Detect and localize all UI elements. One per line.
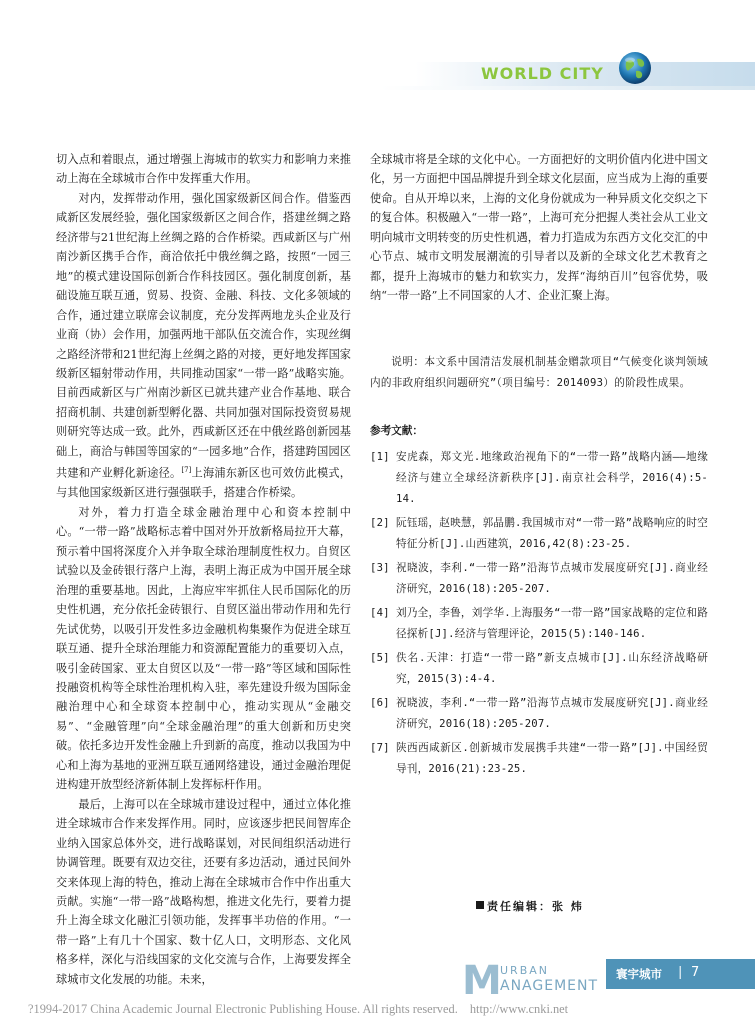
world-city-title: WORLD CITY	[481, 64, 604, 83]
copyright-line	[28, 1002, 568, 1017]
reference-text: 阮钰瑶，赵映慧，郭晶鹏.我国城市对“一带一路”战略响应的时空特征分析[J].山西建筑，2016,42(8):23-25.	[396, 517, 708, 551]
reference-number: [5]	[370, 652, 390, 665]
paragraph-text: 对内，发挥带动作用，强化国家级新区间合作。借鉴西咸新区发展经验，强化国家级新区之间合作，搭建丝绸之路经济带与21世纪海上丝绸之路的合作桥梁。西咸新区与广州南沙新区携手合作，商洽依托中俄丝绸之路，按照“一园三地”的模式建设国际创新合作科技园区。强化制度创新，基础设施互联互通，贸易、投资、金融、科技、文化多领域的合作，通过建立联席会议制度，充分发挥两地龙头企业及行业商（协）会作用，加强两地干部队伍交流合作，实现丝绸之路经济带和21世纪海上丝绸之路的对接，更好地发挥国家级新区辐射带动作用，共同推动国家“一带一路”战略实施。目前西咸新区与广州南沙新区已就共建产业合作基地、联合招商机制、共建创新型孵化器、共同加强对国际投资贸易规则研究等达成一致。此外，西咸新区还在中俄丝路创新园基础上，商洽与韩国等国家的“一园多地”合作，搭建跨国园区共建和产业孵化新途径。	[56, 191, 351, 480]
left-column	[56, 150, 351, 989]
reference-item	[370, 513, 708, 555]
square-bullet-icon	[476, 901, 484, 909]
logo-management: ANAGEMENT	[500, 978, 599, 994]
logo-letter-m: M	[462, 958, 501, 1004]
logo-urban: URBAN	[500, 964, 549, 977]
paragraph: 最后，上海可以在全球城市建设过程中，通过立体化推进全球城市合作来发挥作用。同时，应该逐步把民间智库企业纳入国家总体外交，进行战略谋划，对民间组织活动进行协调管理。既要有双边交往，还要有多边活动，通过民间外交来体现上海的特色，推动上海在全球城市合作中作出重大贡献。实施“一带一路”战略构想，推进文化先行，要着力提升上海全球文化融汇引领功能，发挥事半功倍的作用。“一带一路”上有几十个国家、数十亿人口，文明形态、文化风格多样，深化与沿线国家的文化交流与合作，上海要发挥全球城市文化发展的功能。未来，	[56, 797, 351, 986]
paragraph: 切入点和着眼点，通过增强上海城市的软实力和影响力来推动上海在全球城市合作中发挥重大作用。	[56, 153, 351, 186]
reference-item	[370, 738, 708, 780]
reference-item	[370, 558, 708, 600]
reference-text: 安虎森，郑文光.地缘政治视角下的“一带一路”战略内涵——地缘经济与建立全球经济新秩序[J].南京社会科学，2016(4):5-14.	[396, 451, 708, 506]
page-number: 7	[691, 965, 700, 980]
reference-number: [3]	[370, 562, 390, 575]
footer-separator: |	[678, 965, 683, 980]
globe-icon	[617, 50, 653, 86]
reference-text: 祝晓波，李利.“一带一路”沿海节点城市发展度研究[J].商业经济研究，2016(18):205-207.	[396, 697, 708, 731]
reference-number: [6]	[370, 697, 390, 710]
header-band-shadow	[380, 86, 755, 90]
reference-item	[370, 693, 708, 735]
reference-text: 祝晓波，李利.“一带一路”沿海节点城市发展度研究[J].商业经济研究，2016(18):205-207.	[396, 562, 708, 596]
responsible-editor	[476, 898, 584, 914]
references-title: 参考文献：	[370, 424, 423, 437]
reference-number: [4]	[370, 607, 390, 620]
paragraph: 对外，着力打造全球金融治理中心和资本控制中心。“一带一路”战略标志着中国对外开放新格局拉开大幕，预示着中国将深度介入并争取全球治理制度性权力。自贸区试验以及金砖银行落户上海，表明上海正成为中国开展全球治理的重要基地。因此，上海应牢牢抓住人民币国际化的历史性机遇，充分依托金砖银行、自贸区溢出带动作用和先行先试优势，以吸引开发性多边金融机构集聚作为促进全球互联互通、提升全球治理能力和资源配置能力的重要切入点，吸引金砖国家、亚太自贸区以及“一带一路”等区域和国际性投融资机构等全球性治理机构入驻，率先建设升级为国际金融治理中心和全球资本控制中心，推动实现从“金融交易”、“金融管理”向“全球金融治理”的重大创新和历史突破。依托多边开发性金融上升到新的高度，推动以我国为中心和上海为基地的亚洲互联互通网络建设，通过金融治理促进构建开放型经济新体制上发挥标杆作用。	[56, 505, 351, 792]
paragraph: 全球城市将是全球的文化中心。一方面把好的文明价值内化进中国文化，另一方面把中国品牌提升到全球文化层面，应当成为上海的重要使命。自从开埠以来，上海的文化身份就成为一种异质文化交织之下的复合体。积极融入“一带一路”，上海可充分把握人类社会从工业文明向城市文明转变的历史性机遇，着力打造成为东西方文化交汇的中心节点、城市文明发展潮流的引导者以及新的全球文化艺术教育之都，提升上海城市的魅力和软实力，发挥“海纳百川”包容优势，吸纳“一带一路”上不同国家的人才、企业汇聚上海。	[370, 153, 708, 303]
funding-note: 说明：本文系中国清洁发展机制基金赠款项目“气候变化谈判领域内的非政府组织问题研究”（项目编号：2014093）的阶段性成果。	[370, 355, 708, 389]
reference-item	[370, 648, 708, 690]
reference-number: [2]	[370, 517, 390, 530]
magazine-name: 寰宇城市	[616, 967, 662, 981]
reference-number: [7]	[370, 742, 390, 755]
right-column	[370, 150, 708, 783]
cnki-link[interactable]: http://www.cnki.net	[469, 1002, 569, 1016]
footer-bar	[606, 959, 755, 989]
reference-item	[370, 447, 708, 510]
copyright-text: ?1994-2017 China Academic Journal Electronic Publishing House. All rights reserved.	[28, 1002, 458, 1016]
reference-text: 陕西西咸新区.创新城市发展携手共建“一带一路”[J].中国经贸导刊，2016(21):23-25.	[396, 742, 708, 776]
paragraph	[56, 189, 351, 503]
reference-number: [1]	[370, 451, 390, 464]
citation-marker: [7]	[181, 466, 192, 475]
reference-text: 刘乃全，李鲁，刘学华.上海服务“一带一路”国家战略的定位和路径探析[J].经济与管理评论，2015(5):140-146.	[396, 607, 708, 641]
paragraph-text: 上海浦东新区也可效仿此模式，与其他国家级新区进行强强联手，搭建合作桥梁。	[56, 466, 351, 500]
reference-item	[370, 603, 708, 645]
reference-text: 佚名.天津：打造“一带一路”新支点城市[J].山东经济战略研究，2015(3):4-4.	[396, 652, 708, 686]
reference-list	[370, 447, 708, 780]
editor-text: 责任编辑：张 炜	[487, 900, 584, 913]
